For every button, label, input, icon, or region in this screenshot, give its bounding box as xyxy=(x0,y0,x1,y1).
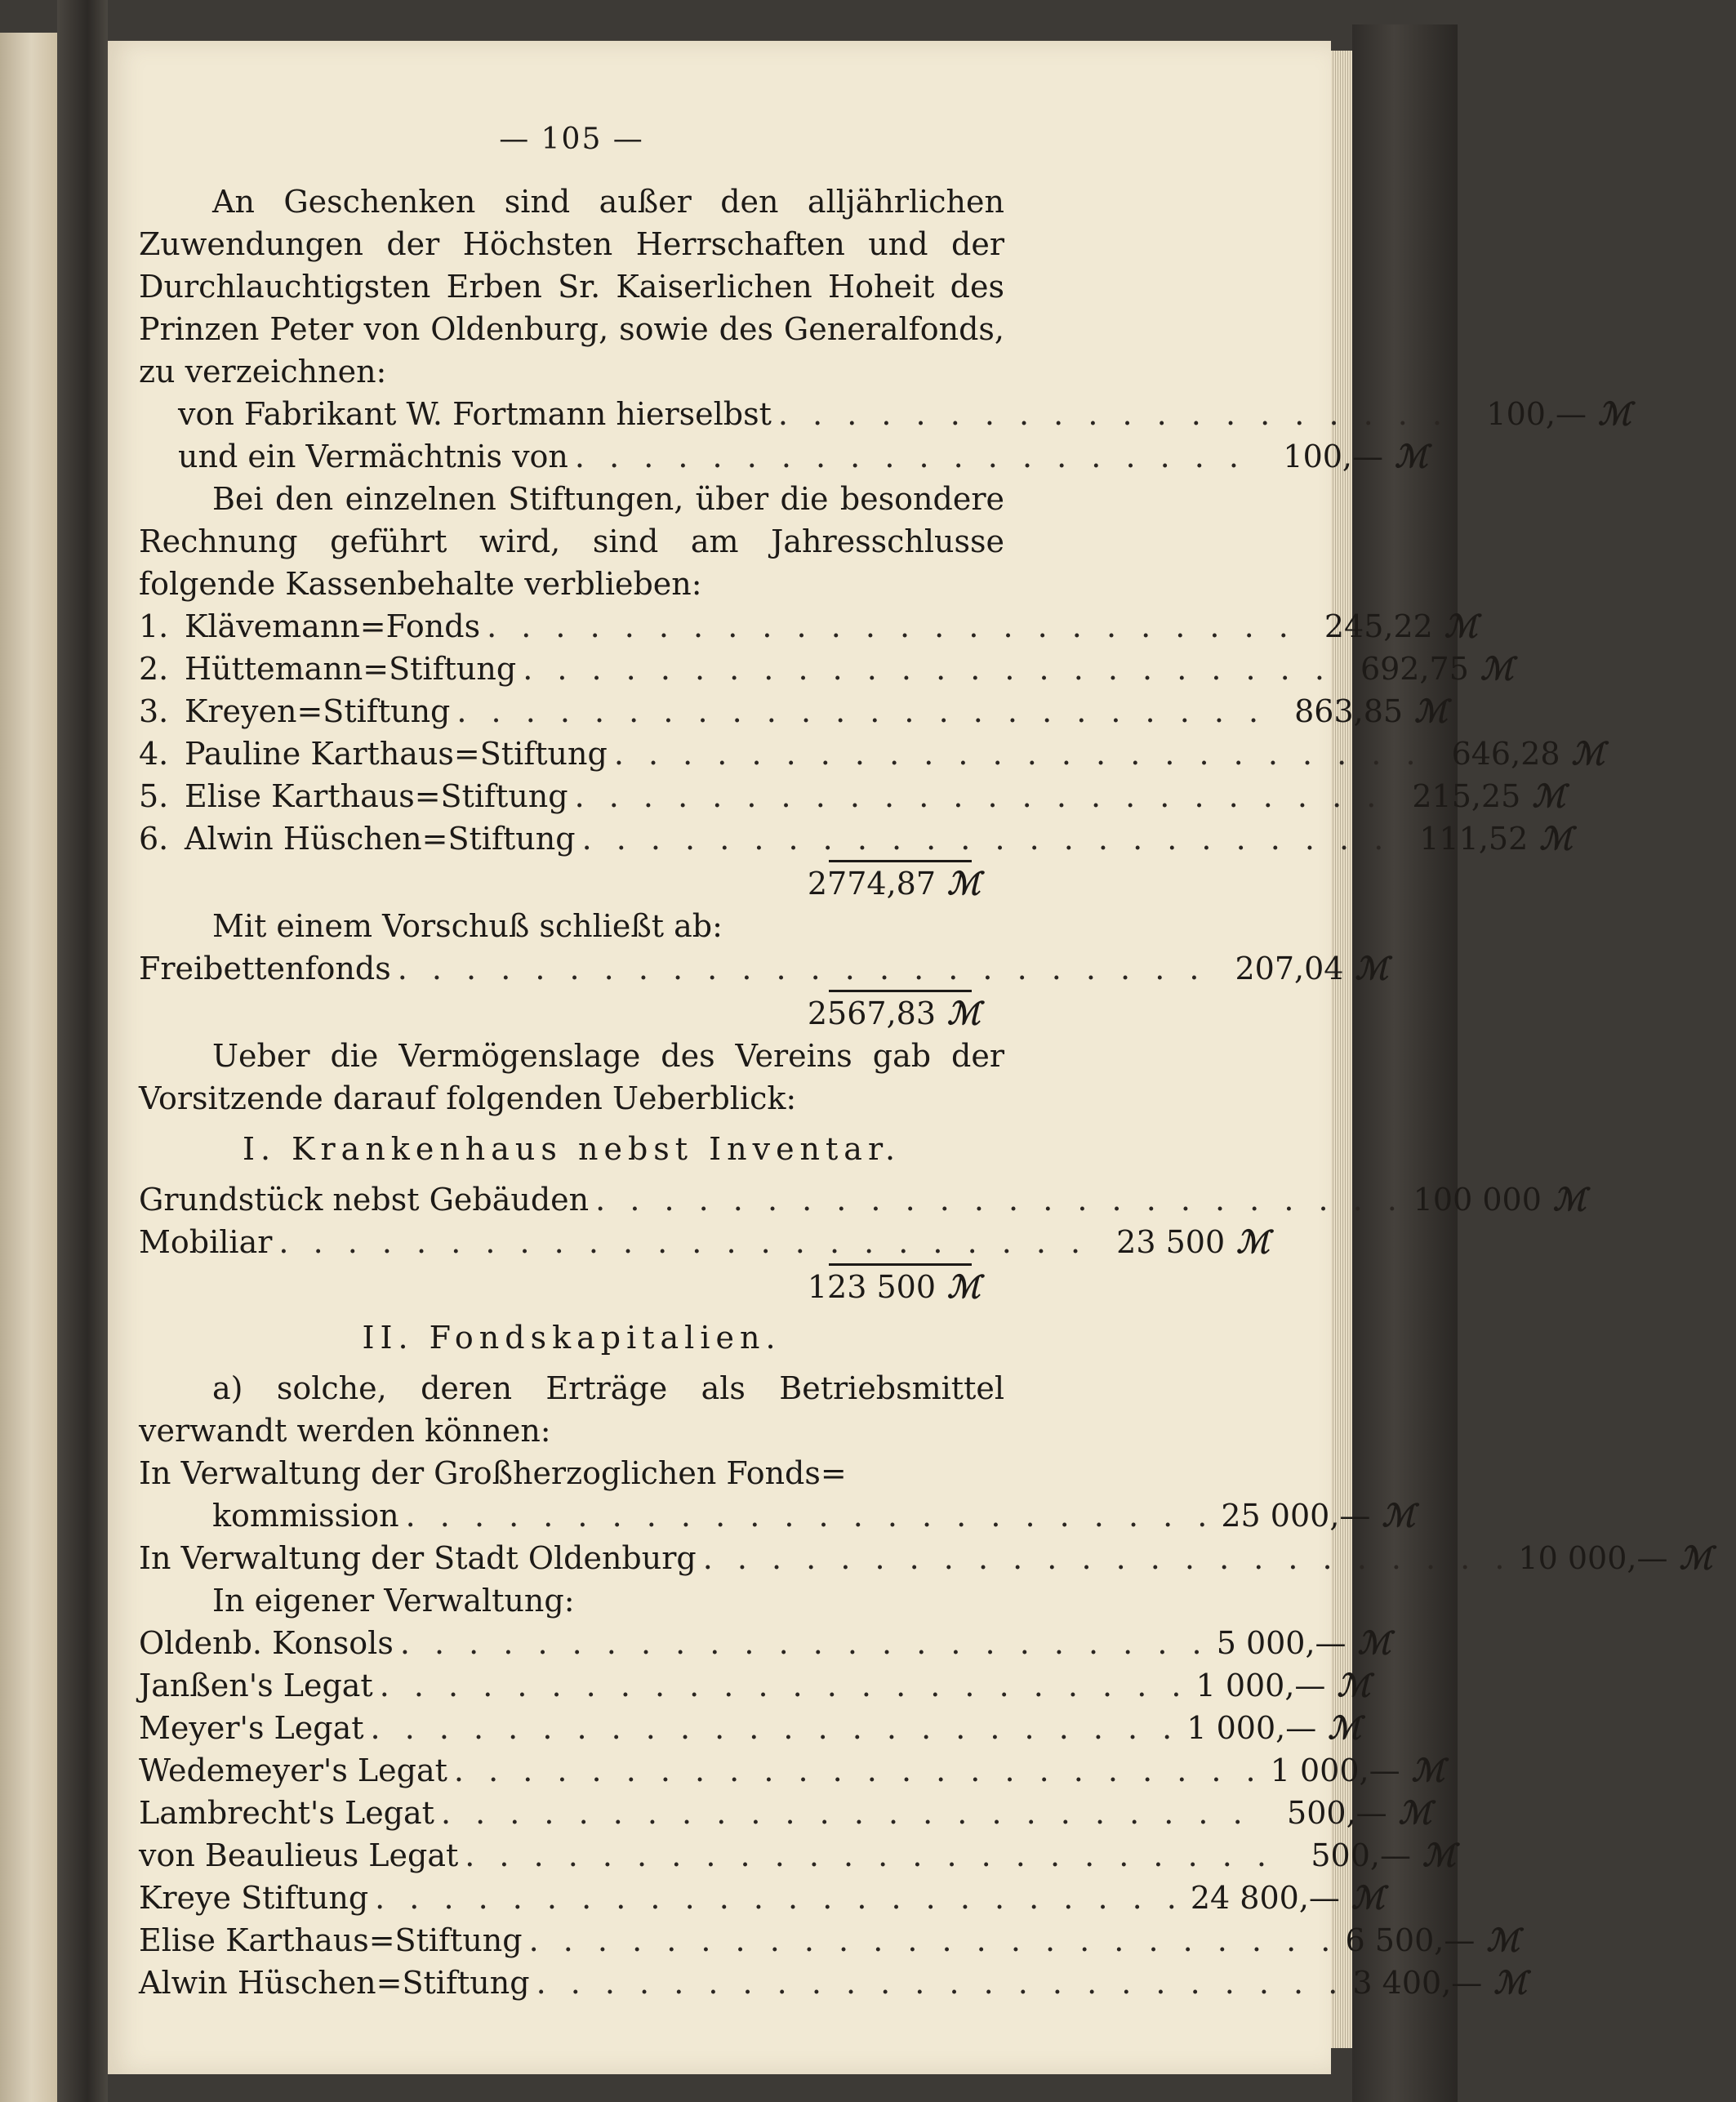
section1-amount: 23 500 xyxy=(1116,1224,1226,1260)
mark-sign: ℳ xyxy=(1679,1539,1713,1576)
foundation-number: 1. xyxy=(139,608,169,644)
own-item-label: Lambrecht's Legat xyxy=(139,1795,434,1831)
leader-dots: . . . . . . . . . . . . . . . . . . . . . . . . xyxy=(574,778,1384,814)
leader-dots: . . . . . . . . . . . . . . . . . . . . . . . . xyxy=(581,821,1391,857)
section1-total: 123 500 xyxy=(807,1269,936,1305)
intro-paragraph: An Geschenken sind außer den alljährlichen Zuwendungen der Höchsten Herrschaften und der Durchlauchtigsten Erben Sr. Kaiserlichen Hoheit des Prinzen Peter von Oldenburg, sowie des Generalfonds, zu verzeichnen: xyxy=(139,184,1004,390)
section1-label: Mobiliar xyxy=(139,1224,273,1260)
mark-sign: ℳ xyxy=(1532,777,1565,814)
admin-label: In Verwaltung der Stadt Oldenburg xyxy=(139,1540,697,1576)
own-item-amount: 500,— xyxy=(1311,1837,1411,1873)
foundation-number: 2. xyxy=(139,651,169,687)
admin-label: kommission xyxy=(212,1498,399,1534)
leader-dots: . . . . . . . . . . . . . . . . . . . . . . . . xyxy=(456,693,1266,729)
section1-label: Grundstück nebst Gebäuden xyxy=(139,1182,590,1218)
mark-sign: ℳ xyxy=(1357,1624,1391,1661)
foundation-amount: 863,85 xyxy=(1294,693,1404,729)
mark-sign: ℳ xyxy=(1337,1667,1371,1703)
own-item-label: Kreye Stiftung xyxy=(139,1880,369,1916)
leader-dots: . . . . . . . . . . . . . . . . . . . . . . . . xyxy=(375,1880,1184,1916)
mark-sign: ℳ xyxy=(1398,1794,1432,1831)
final-total: 2567,83 xyxy=(807,995,936,1031)
section2a-paragraph: a) solche, deren Erträge als Betriebsmittel verwandt werden können: xyxy=(139,1370,1004,1449)
freibett-row xyxy=(139,947,1389,990)
foundations-paragraph: Bei den einzelnen Stiftungen, über die besondere Rechnung geführt wird, sind am Jahresschlusse folgende Kassenbehalte verblieben: xyxy=(139,481,1004,602)
admin-label: In Verwaltung der Großherzoglichen Fonds= xyxy=(139,1455,847,1491)
mark-sign: ℳ xyxy=(1571,735,1605,772)
leader-dots: . . . . . . . . . . . . . . . . . . . . . . . . xyxy=(613,736,1423,772)
previous-page-edge xyxy=(0,33,57,2102)
own-item-label: Janßen's Legat xyxy=(139,1668,373,1703)
leader-dots: . . . . . . . . . . . . . . . . . . . . . . . . xyxy=(397,951,1207,986)
mark-sign: ℳ xyxy=(1486,1922,1520,1958)
foundation-row xyxy=(139,775,1565,817)
own-item-amount: 6 500,— xyxy=(1345,1922,1476,1958)
admin-row xyxy=(139,1452,1004,1494)
own-item-amount: 24 800,— xyxy=(1190,1880,1340,1916)
foundation-label: Kreyen=Stiftung xyxy=(185,693,451,729)
own-item-row xyxy=(139,1664,1371,1707)
foundation-amount: 111,52 xyxy=(1419,821,1529,857)
section1-total-row xyxy=(139,1266,1004,1308)
leader-dots: . . . . . . . . . . . . . . . . . . . . . . . . xyxy=(536,1965,1346,2001)
page-text xyxy=(139,118,1713,2004)
foundation-label: Klävemann=Fonds xyxy=(185,608,481,644)
mark-sign: ℳ xyxy=(947,995,981,1031)
foundation-label: Pauline Karthaus=Stiftung xyxy=(185,736,608,772)
section1-heading: I. Krankenhaus nebst Inventar. xyxy=(242,1131,901,1167)
gift-amount: 100,— xyxy=(1283,439,1383,474)
mark-sign: ℳ xyxy=(1422,1837,1456,1873)
own-item-row xyxy=(139,1877,1385,1919)
gift-row xyxy=(139,393,1631,435)
own-item-label: von Beaulieus Legat xyxy=(139,1837,459,1873)
leader-dots: . . . . . . . . . . . . . . . . . . . . . . . . xyxy=(399,1625,1209,1661)
own-item-amount: 3 400,— xyxy=(1352,1965,1483,2001)
foundation-number: 4. xyxy=(139,736,169,772)
leader-dots: . . . . . . . . . . . . . . . . . . . . . . . . xyxy=(370,1710,1180,1746)
mark-sign: ℳ xyxy=(1414,693,1448,729)
own-admin-heading: In eigener Verwaltung: xyxy=(212,1583,575,1619)
foundation-row xyxy=(139,817,1573,860)
advance-line xyxy=(139,905,1004,947)
mark-sign: ℳ xyxy=(1444,608,1478,644)
mark-sign: ℳ xyxy=(1351,1879,1385,1916)
own-item-row xyxy=(139,1707,1361,1749)
foundation-number: 5. xyxy=(139,778,169,814)
own-item-row xyxy=(139,1622,1391,1664)
advance-label: Mit einem Vorschuß schließt ab: xyxy=(212,908,723,944)
leader-dots: . . . . . . . . . . . . . . . . . . . . . . . . xyxy=(528,1922,1338,1958)
foundation-amount: 215,25 xyxy=(1412,778,1521,814)
leader-dots: . . . . . . . . . . . . . . . . . . . . . . . . xyxy=(702,1540,1512,1576)
own-item-row xyxy=(139,1919,1520,1962)
own-item-row xyxy=(139,1749,1445,1792)
own-item-row xyxy=(139,1792,1432,1834)
foundation-number: 3. xyxy=(139,693,169,729)
own-item-label: Wedemeyer's Legat xyxy=(139,1752,447,1788)
own-item-label: Oldenb. Konsols xyxy=(139,1625,394,1661)
mark-sign: ℳ xyxy=(1480,650,1514,687)
freibett-amount: 207,04 xyxy=(1235,951,1344,986)
section1-row xyxy=(139,1221,1270,1263)
section1-amount: 100 000 xyxy=(1413,1182,1542,1218)
own-item-label: Meyer's Legat xyxy=(139,1710,364,1746)
foundation-amount: 646,28 xyxy=(1451,736,1560,772)
mark-sign: ℳ xyxy=(1355,950,1389,986)
mark-sign: ℳ xyxy=(947,1268,981,1305)
page-number: — 105 — xyxy=(499,122,644,156)
mark-sign: ℳ xyxy=(1493,1964,1527,2001)
mark-sign: ℳ xyxy=(1236,1223,1270,1260)
own-item-row xyxy=(139,1834,1456,1877)
foundations-total: 2774,87 xyxy=(807,866,936,902)
mark-sign: ℳ xyxy=(1382,1497,1416,1534)
final-total-row xyxy=(139,992,1004,1035)
own-item-amount: 500,— xyxy=(1287,1795,1387,1831)
admin-amount: 10 000,— xyxy=(1518,1540,1668,1576)
own-item-label: Elise Karthaus=Stiftung xyxy=(139,1922,523,1958)
gift-label: von Fabrikant W. Fortmann hierselbst xyxy=(178,396,772,432)
foundation-number: 6. xyxy=(139,821,169,857)
leader-dots: . . . . . . . . . . . . . . . . . . . . . . . . xyxy=(379,1668,1189,1703)
mark-sign: ℳ xyxy=(1598,395,1631,432)
mark-sign: ℳ xyxy=(947,865,981,902)
book-gutter xyxy=(57,0,108,2102)
own-item-amount: 1 000,— xyxy=(1186,1710,1317,1746)
leader-dots: . . . . . . . . . . . . . . . . . . . . . . . . xyxy=(595,1182,1404,1218)
own-item-row xyxy=(139,1962,1527,2004)
leader-dots: . . . . . . . . . . . . . . . . . . . . . . . . xyxy=(405,1498,1215,1534)
gift-row xyxy=(139,435,1428,478)
mark-sign: ℳ xyxy=(1552,1181,1587,1218)
leader-dots: . . . . . . . . . . . . . . . . . . . . . . . . xyxy=(487,608,1296,644)
mark-sign: ℳ xyxy=(1395,438,1428,474)
foundation-amount: 692,75 xyxy=(1360,651,1469,687)
overview-paragraph: Ueber die Vermögenslage des Vereins gab der Vorsitzende darauf folgenden Ueberblick: xyxy=(139,1038,1004,1116)
mark-sign: ℳ xyxy=(1411,1752,1445,1788)
mark-sign: ℳ xyxy=(1328,1709,1361,1746)
own-item-label: Alwin Hüschen=Stiftung xyxy=(139,1965,530,2001)
section2-heading: II. Fondskapitalien. xyxy=(362,1320,781,1356)
section1-row xyxy=(139,1178,1587,1221)
foundation-amount: 245,22 xyxy=(1324,608,1433,644)
own-item-amount: 5 000,— xyxy=(1216,1625,1347,1661)
own-item-amount: 1 000,— xyxy=(1270,1752,1400,1788)
foundation-label: Elise Karthaus=Stiftung xyxy=(185,778,568,814)
foundation-row xyxy=(139,605,1478,648)
admin-amount: 25 000,— xyxy=(1221,1498,1371,1534)
foundation-label: Hüttemann=Stiftung xyxy=(185,651,517,687)
admin-row xyxy=(139,1537,1713,1579)
gift-amount: 100,— xyxy=(1486,396,1587,432)
gift-label: und ein Vermächtnis von xyxy=(178,439,568,474)
leader-dots: . . . . . . . . . . . . . . . . . . . . . . . . xyxy=(278,1224,1088,1260)
leader-dots: . . . . . . . . . . . . . . . . . . . . xyxy=(574,439,1246,474)
own-admin-heading-row xyxy=(139,1579,1004,1622)
foundation-row xyxy=(139,690,1448,733)
leader-dots: . . . . . . . . . . . . . . . . . . . . xyxy=(777,396,1449,432)
admin-row xyxy=(139,1494,1416,1537)
leader-dots: . . . . . . . . . . . . . . . . . . . . . . . . xyxy=(440,1795,1250,1831)
mark-sign: ℳ xyxy=(1539,820,1573,857)
foundation-row xyxy=(139,648,1514,690)
leader-dots: . . . . . . . . . . . . . . . . . . . . . . . . xyxy=(465,1837,1274,1873)
foundation-label: Alwin Hüschen=Stiftung xyxy=(185,821,576,857)
foundations-total-row xyxy=(139,862,1004,905)
freibett-label: Freibettenfonds xyxy=(139,951,391,986)
foundation-row xyxy=(139,733,1605,775)
own-item-amount: 1 000,— xyxy=(1195,1668,1326,1703)
leader-dots: . . . . . . . . . . . . . . . . . . . . . . . . xyxy=(523,651,1332,687)
leader-dots: . . . . . . . . . . . . . . . . . . . . . . . . xyxy=(453,1752,1263,1788)
